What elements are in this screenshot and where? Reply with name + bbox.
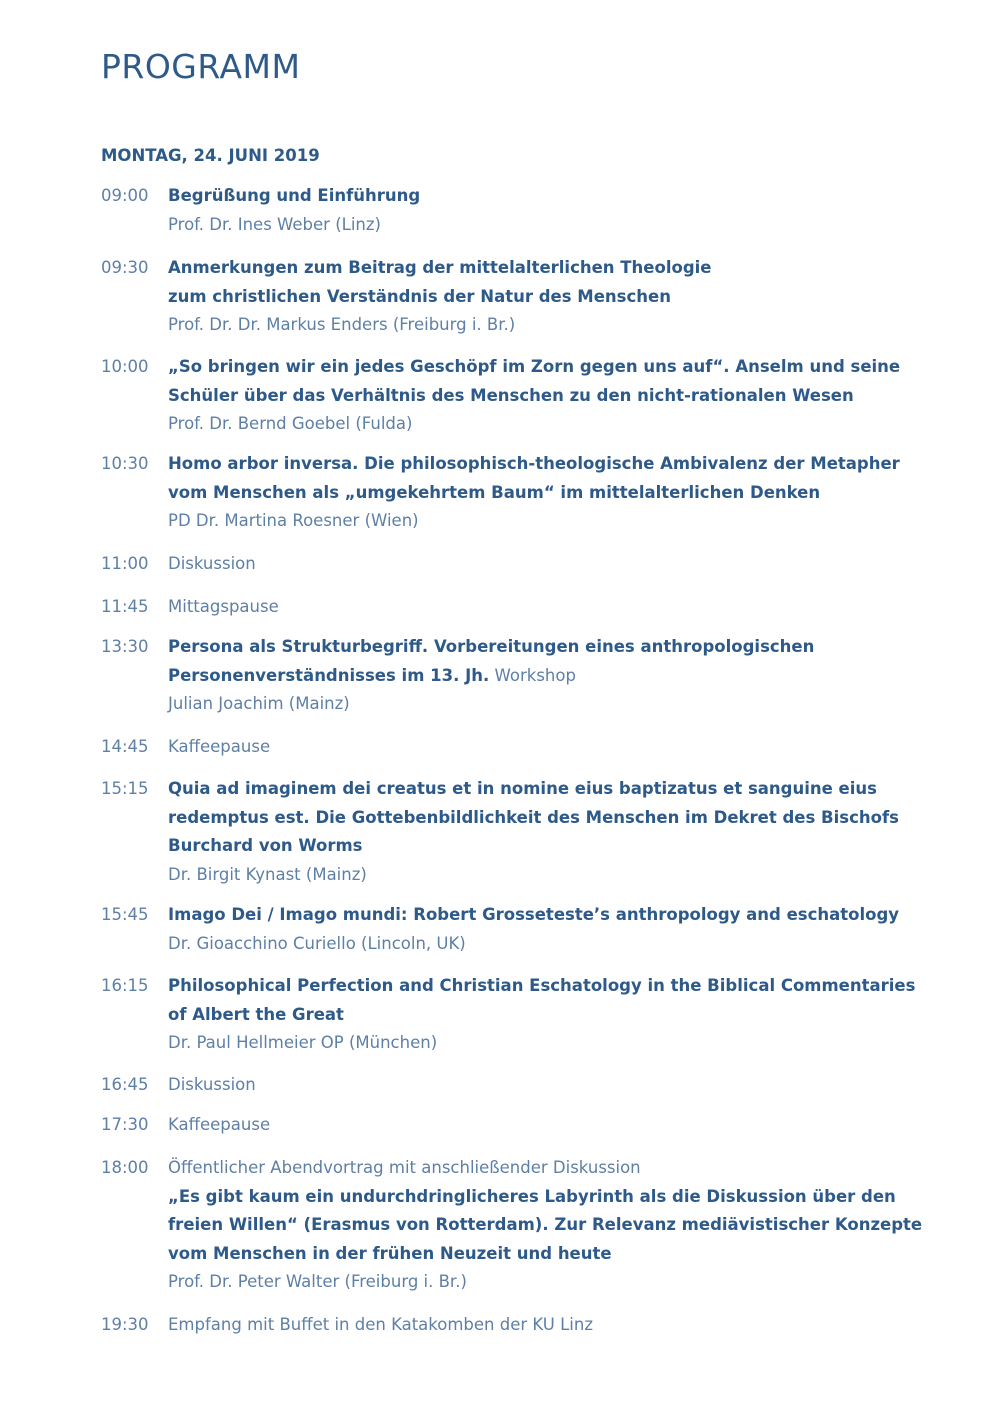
talk-title-line: Anmerkungen zum Beitrag der mittelalterlichen Theologie: [168, 258, 712, 277]
page-title: PROGRAMM: [101, 47, 301, 86]
entry-time: 15:45: [101, 905, 149, 924]
entry-body: [168, 550, 921, 579]
entry-body: [168, 1111, 921, 1140]
entry-time: 16:45: [101, 1075, 149, 1094]
entry-time: 17:30: [101, 1115, 149, 1134]
entry-body: [168, 593, 921, 622]
schedule-entry: [101, 1111, 921, 1140]
speaker-name: Dr. Birgit Kynast (Mainz): [168, 864, 367, 884]
schedule-entry: [101, 1154, 921, 1297]
schedule-entry: [101, 550, 921, 579]
talk-title-line: Quia ad imaginem dei creatus et in nomine eius baptizatus et sanguine eius: [168, 779, 877, 798]
entry-body: [168, 1311, 921, 1340]
talk-title-line: vom Menschen als „umgekehrtem Baum“ im mittelalterlichen Denken: [168, 482, 821, 502]
entry-body: [168, 775, 921, 889]
speaker-name: Prof. Dr. Ines Weber (Linz): [168, 214, 381, 234]
talk-title-line: Philosophical Perfection and Christian Eschatology in the Biblical Commentaries: [168, 976, 916, 995]
entry-note: Mittagspause: [168, 597, 279, 616]
talk-title-line: Homo arbor inversa. Die philosophisch-theologische Ambivalenz der Metapher: [168, 454, 900, 473]
entry-body: [168, 633, 921, 719]
entry-note: Diskussion: [168, 1075, 256, 1094]
entry-note: Öffentlicher Abendvortrag mit anschließender Diskussion: [168, 1158, 641, 1177]
speaker-name: Dr. Gioacchino Curiello (Lincoln, UK): [168, 933, 466, 953]
speaker-name: Prof. Dr. Peter Walter (Freiburg i. Br.): [168, 1272, 467, 1291]
entry-time: 15:15: [101, 779, 149, 798]
entry-body: [168, 972, 921, 1058]
entry-body: [168, 733, 921, 762]
entry-body: [168, 450, 921, 536]
schedule-entry: [101, 733, 921, 762]
talk-title-line: freien Willen“ (Erasmus von Rotterdam). Zur Relevanz mediävistischer Konzepte: [168, 1215, 923, 1234]
entry-time: 09:30: [101, 258, 149, 277]
schedule-entry: [101, 593, 921, 622]
entry-time: 14:45: [101, 737, 149, 756]
entry-body: [168, 254, 921, 340]
schedule-entry: [101, 901, 921, 958]
entry-time: 18:00: [101, 1158, 149, 1177]
entry-note: Kaffeepause: [168, 737, 271, 756]
schedule-entry: [101, 353, 921, 439]
schedule-entry: [101, 1311, 921, 1340]
schedule-entry: [101, 775, 921, 889]
schedule-entry: [101, 972, 921, 1058]
talk-title-line: Begrüßung und Einführung: [168, 186, 421, 205]
day-heading: MONTAG, 24. JUNI 2019: [101, 146, 320, 165]
talk-title-line: Persona als Strukturbegriff. Vorbereitungen eines anthropologischen: [168, 637, 815, 656]
entry-time: 19:30: [101, 1315, 149, 1334]
entry-time: 11:45: [101, 597, 149, 616]
entry-body: [168, 353, 921, 439]
entry-note: Kaffeepause: [168, 1115, 271, 1134]
talk-title-line: „Es gibt kaum ein undurchdringlicheres Labyrinth als die Diskussion über den: [168, 1186, 896, 1206]
entry-body: [168, 182, 921, 239]
talk-title-line: Imago Dei / Imago mundi: Robert Grosseteste’s anthropology and eschatology: [168, 905, 900, 924]
talk-title-line: Burchard von Worms: [168, 836, 363, 855]
entry-body: [168, 901, 921, 958]
entry-time: 09:00: [101, 186, 149, 205]
speaker-name: Julian Joachim (Mainz): [168, 694, 350, 713]
talk-title-line: of Albert the Great: [168, 1004, 344, 1024]
schedule-entry: [101, 633, 921, 719]
talk-title-line: Personenverständnisses im 13. Jh.: [168, 665, 490, 685]
entry-time: 10:30: [101, 454, 149, 473]
entry-note: Diskussion: [168, 554, 256, 573]
schedule-entry: [101, 450, 921, 536]
speaker-name: Prof. Dr. Bernd Goebel (Fulda): [168, 414, 413, 433]
schedule-entry: [101, 1071, 921, 1100]
schedule-entry: [101, 182, 921, 239]
entry-time: 10:00: [101, 357, 149, 376]
entry-body: [168, 1071, 921, 1100]
schedule-entry: [101, 254, 921, 340]
session-format-tag: Workshop: [494, 665, 576, 685]
talk-title-line: „So bringen wir ein jedes Geschöpf im Zorn gegen uns auf“. Anselm und seine: [168, 357, 901, 376]
entry-time: 16:15: [101, 976, 149, 995]
speaker-name: PD Dr. Martina Roesner (Wien): [168, 511, 419, 530]
talk-title-line: Schüler über das Verhältnis des Menschen zu den nicht-rationalen Wesen: [168, 385, 854, 405]
talk-title-line: redemptus est. Die Gottebenbildlichkeit des Menschen im Dekret des Bischofs: [168, 807, 899, 827]
entry-note: Empfang mit Buffet in den Katakomben der KU Linz: [168, 1315, 593, 1334]
talk-title-line: vom Menschen in der frühen Neuzeit und heute: [168, 1243, 612, 1263]
speaker-name: Prof. Dr. Dr. Markus Enders (Freiburg i. Br.): [168, 315, 516, 334]
speaker-name: Dr. Paul Hellmeier OP (München): [168, 1033, 438, 1052]
entry-time: 11:00: [101, 554, 149, 573]
entry-time: 13:30: [101, 637, 149, 656]
talk-title-line: zum christlichen Verständnis der Natur des Menschen: [168, 286, 671, 306]
entry-body: [168, 1154, 921, 1297]
